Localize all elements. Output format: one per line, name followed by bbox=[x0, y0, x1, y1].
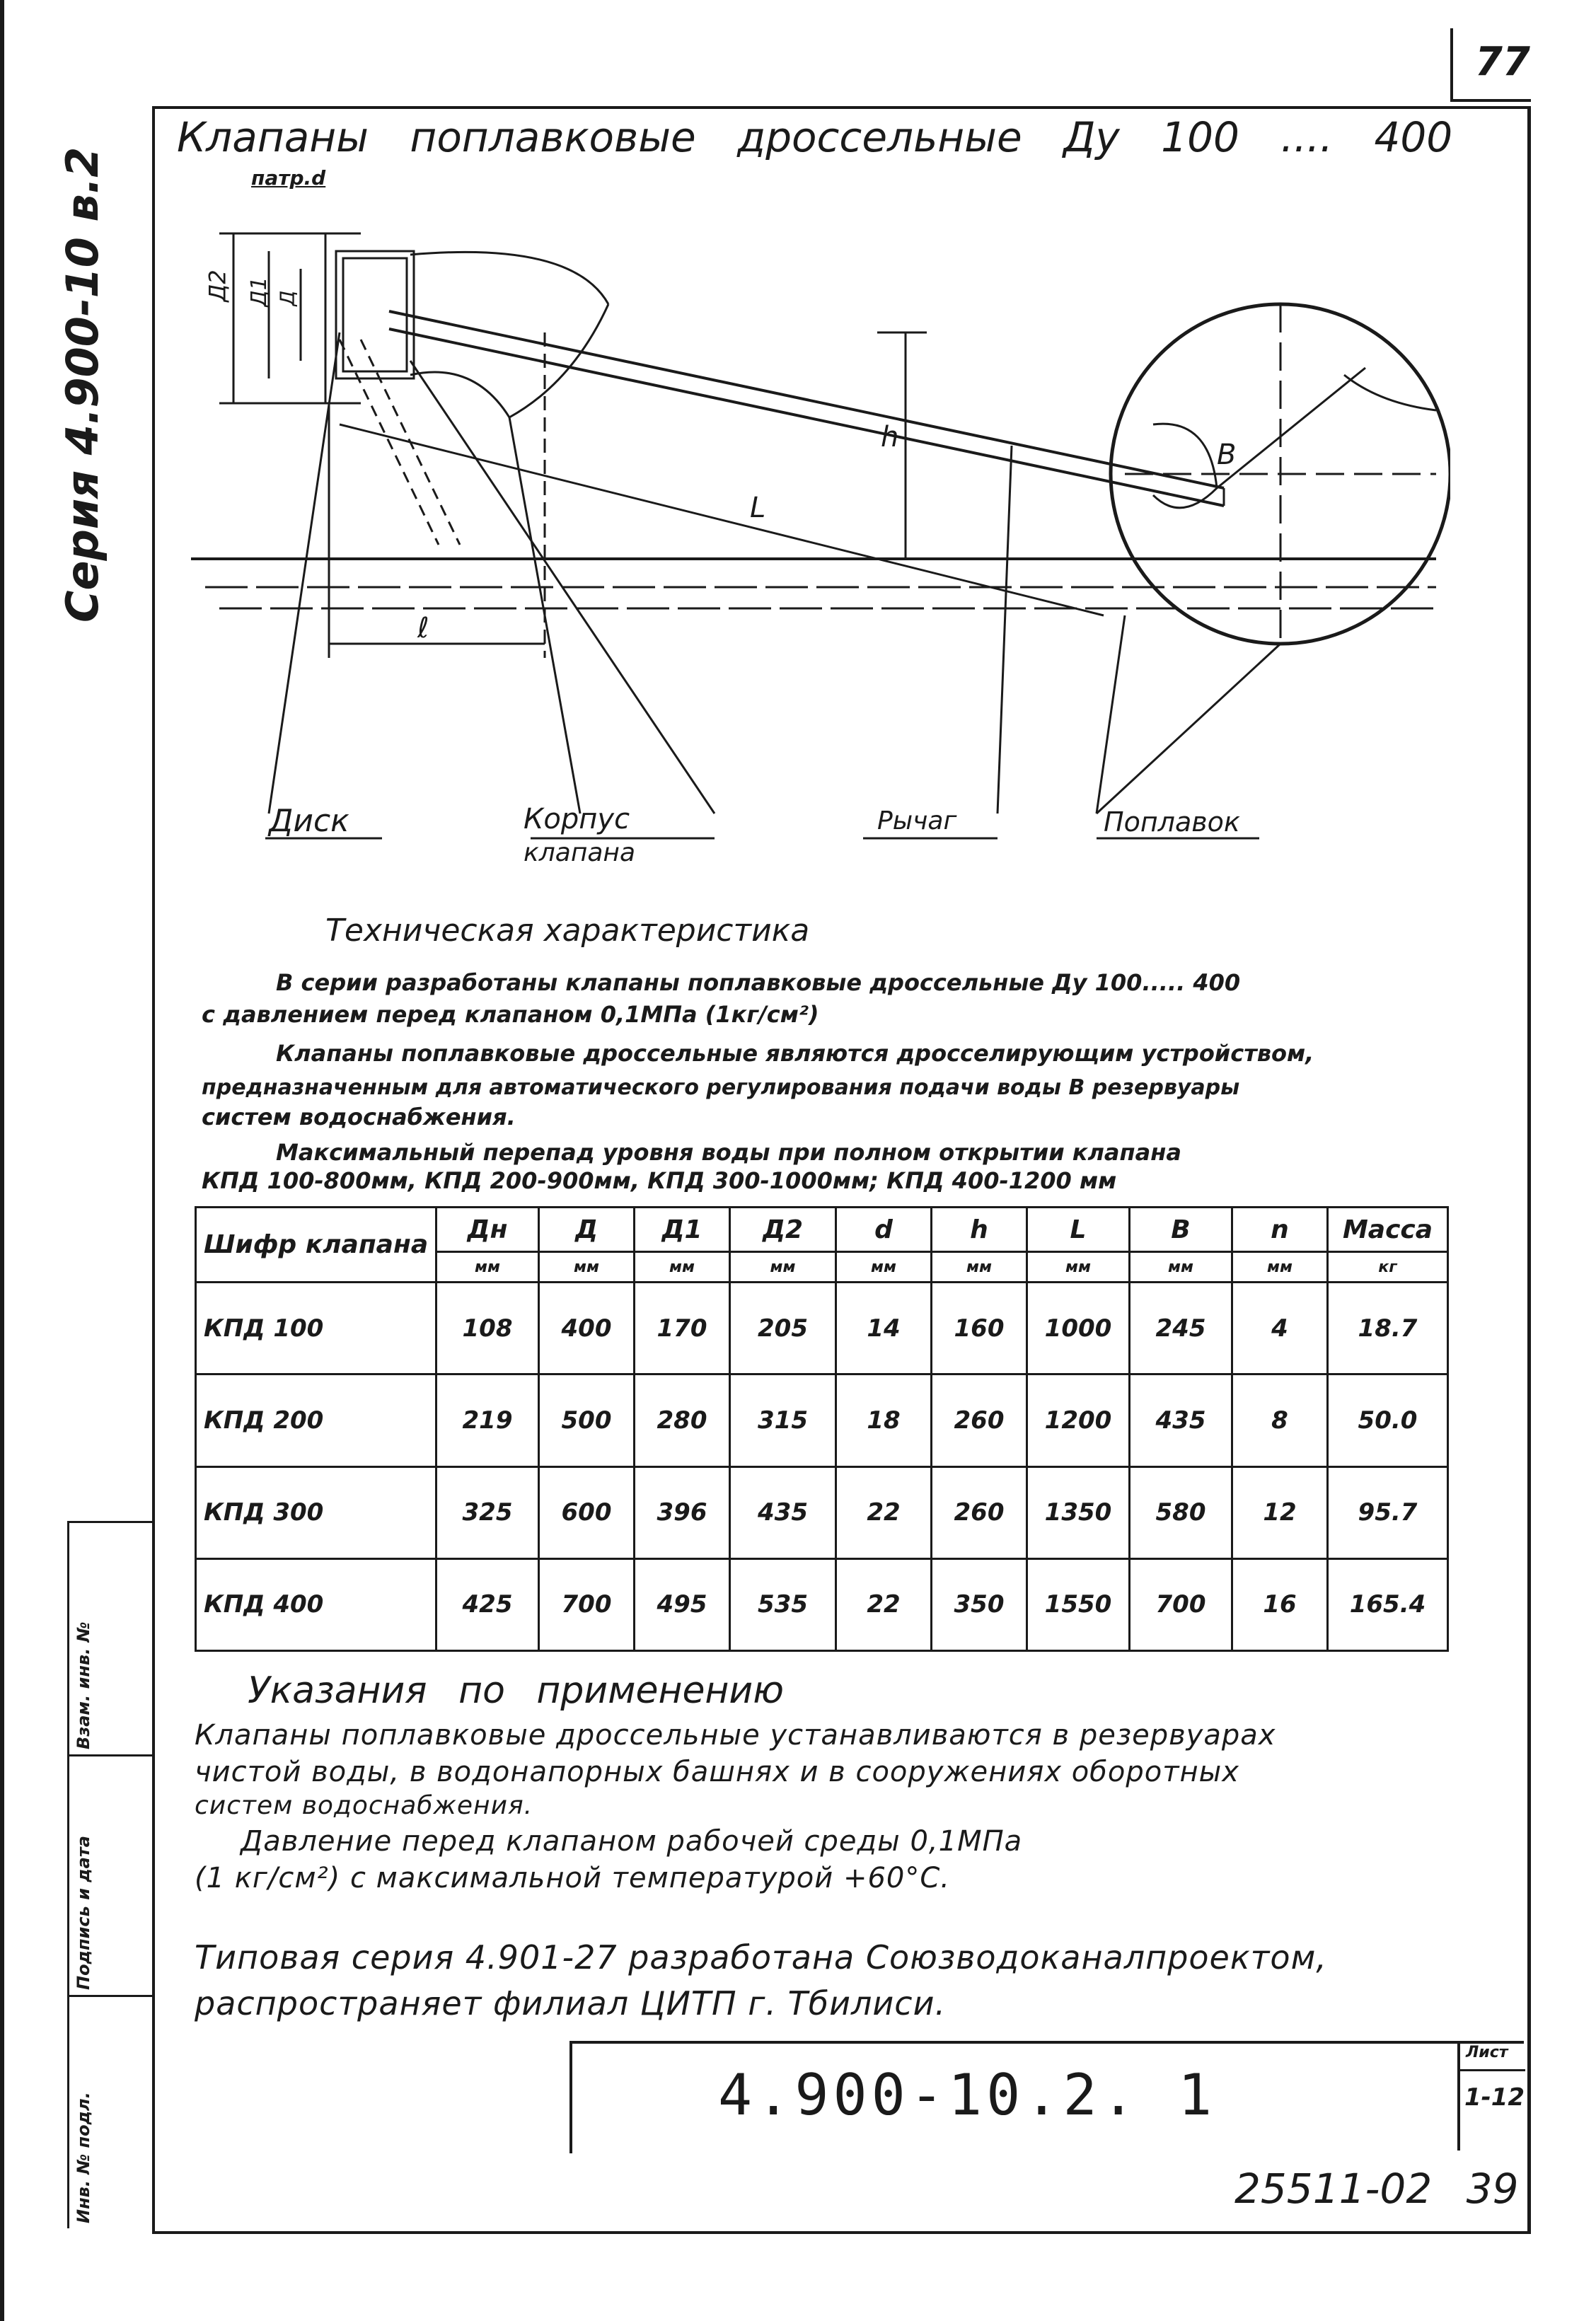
table-row bbox=[196, 1558, 1448, 1650]
header-d-small: d bbox=[836, 1208, 932, 1252]
tech-line-6: Максимальный перепад уровня воды при полном открытии клапана bbox=[276, 1139, 1181, 1166]
notes-heading: Указания по применению bbox=[248, 1669, 784, 1712]
unit-cell: мм bbox=[539, 1252, 635, 1283]
table-cell: 325 bbox=[436, 1466, 539, 1558]
notes-line-2: чистой воды, в водонапорных башнях и в сооружениях оборотных bbox=[195, 1756, 1239, 1788]
table-cell: 280 bbox=[635, 1374, 730, 1466]
table-cell: 1550 bbox=[1027, 1558, 1130, 1650]
table-cell: 1350 bbox=[1027, 1466, 1130, 1558]
unit-cell: мм bbox=[730, 1252, 836, 1283]
typical-line-1: Типовая серия 4.901-27 разработана Союзводоканалпроектом, bbox=[195, 1938, 1327, 1976]
dim-d1: Д1 bbox=[246, 277, 272, 307]
table-cell: 700 bbox=[1130, 1558, 1232, 1650]
label-body-1: Корпус bbox=[524, 803, 630, 835]
label-body-2: клапана bbox=[524, 838, 636, 867]
table-cell: 22 bbox=[836, 1558, 932, 1650]
dim-d: Д bbox=[275, 290, 299, 306]
outer-border-left bbox=[0, 0, 4, 2321]
notes-line-1: Клапаны поплавковые дроссельные устанавливаются в резервуарах bbox=[195, 1719, 1276, 1752]
unit-cell: мм bbox=[1027, 1252, 1130, 1283]
tech-line-5: систем водоснабжения. bbox=[202, 1104, 516, 1130]
table-cell: 535 bbox=[730, 1558, 836, 1650]
table-cell: 1000 bbox=[1027, 1283, 1130, 1374]
table-row bbox=[196, 1374, 1448, 1466]
dim-e: ℓ bbox=[417, 612, 429, 644]
table-cell: 580 bbox=[1130, 1466, 1232, 1558]
header-d2: Д2 bbox=[730, 1208, 836, 1252]
header-dn: Дн bbox=[436, 1208, 539, 1252]
table-cell: 18.7 bbox=[1328, 1283, 1448, 1374]
table-cell: 700 bbox=[539, 1558, 635, 1650]
table-cell: 425 bbox=[436, 1558, 539, 1650]
callout-patr: патр.d bbox=[251, 166, 326, 190]
table-cell: 495 bbox=[635, 1558, 730, 1650]
unit-cell: мм bbox=[1130, 1252, 1232, 1283]
table-cell: 16 bbox=[1232, 1558, 1328, 1650]
unit-cell: мм bbox=[635, 1252, 730, 1283]
sheet-box bbox=[1457, 2041, 1525, 2151]
table-cell: 396 bbox=[635, 1466, 730, 1558]
table-header-row bbox=[196, 1208, 1448, 1252]
side-stamp-column bbox=[67, 1521, 154, 2228]
stamp-cell-signature-label: Подпись и дата bbox=[74, 1836, 93, 1990]
header-code: Шифр клапана bbox=[196, 1208, 436, 1283]
table-cell: 245 bbox=[1130, 1283, 1232, 1374]
table-cell: 400 bbox=[539, 1283, 635, 1374]
tech-heading: Техническая характеристика bbox=[325, 913, 810, 949]
unit-cell: мм bbox=[436, 1252, 539, 1283]
table-cell: 4 bbox=[1232, 1283, 1328, 1374]
label-disk: Диск bbox=[269, 803, 349, 839]
notes-line-3: систем водоснабжения. bbox=[195, 1791, 533, 1820]
table-cell: 1200 bbox=[1027, 1374, 1130, 1466]
series-label bbox=[35, 92, 113, 630]
tech-line-4: предназначенным для автоматического регулирования подачи воды В резервуары bbox=[202, 1075, 1240, 1100]
table-cell: 600 bbox=[539, 1466, 635, 1558]
typical-line-2: распространяет филиал ЦИТП г. Тбилиси. bbox=[195, 1984, 947, 2022]
stamp-cell-replacement-label: Взам. инв. № bbox=[74, 1621, 93, 1749]
table-cell: 350 bbox=[932, 1558, 1027, 1650]
unit-cell: мм bbox=[1232, 1252, 1328, 1283]
unit-cell: мм bbox=[932, 1252, 1027, 1283]
archive-number: 25511-02 39 bbox=[1234, 2165, 1519, 2213]
tech-line-1: В серии разработаны клапаны поплавковые дроссельные Ду 100..... 400 bbox=[276, 969, 1241, 996]
header-mass: Масса bbox=[1328, 1208, 1448, 1252]
dim-d2: Д2 bbox=[204, 270, 231, 302]
tech-line-3: Клапаны поплавковые дроссельные являются дросселирующим устройством, bbox=[276, 1040, 1314, 1067]
series-text: Серия 4.900-10 в.2 bbox=[57, 146, 108, 623]
header-h: h bbox=[932, 1208, 1027, 1252]
table-cell: 14 bbox=[836, 1283, 932, 1374]
stamp-cell-inventory-label: Инв. № подл. bbox=[74, 2092, 93, 2223]
header-l: L bbox=[1027, 1208, 1130, 1252]
table-cell: 260 bbox=[932, 1374, 1027, 1466]
spec-table bbox=[195, 1206, 1449, 1652]
page-number: 77 bbox=[1475, 39, 1530, 85]
table-cell: КПД 100 bbox=[196, 1283, 436, 1374]
label-lever: Рычаг bbox=[877, 806, 957, 835]
header-d1: Д1 bbox=[635, 1208, 730, 1252]
tech-line-2: с давлением перед клапаном 0,1МПа (1кг/см²) bbox=[202, 1001, 819, 1028]
header-d: Д bbox=[539, 1208, 635, 1252]
table-cell: 108 bbox=[436, 1283, 539, 1374]
table-cell: 12 bbox=[1232, 1466, 1328, 1558]
table-cell: 50.0 bbox=[1328, 1374, 1448, 1466]
table-cell: 170 bbox=[635, 1283, 730, 1374]
table-cell: 95.7 bbox=[1328, 1466, 1448, 1558]
document-code: 4.900-10.2. 1 bbox=[718, 2062, 1217, 2128]
sheet-value: 1-12 bbox=[1464, 2083, 1525, 2112]
table-cell: 435 bbox=[730, 1466, 836, 1558]
table-cell: 260 bbox=[932, 1466, 1027, 1558]
table-cell: КПД 300 bbox=[196, 1466, 436, 1558]
unit-cell: кг bbox=[1328, 1252, 1448, 1283]
page-title: Клапаны поплавковые дроссельные Ду 100 .... 400 bbox=[177, 113, 1453, 161]
stamp-cell-inventory bbox=[69, 1995, 154, 2230]
stamp-cell-replacement bbox=[69, 1521, 154, 1756]
header-b: В bbox=[1130, 1208, 1232, 1252]
table-cell: 219 bbox=[436, 1374, 539, 1466]
valve-drawing bbox=[177, 191, 1450, 884]
table-cell: 435 bbox=[1130, 1374, 1232, 1466]
table-cell: 500 bbox=[539, 1374, 635, 1466]
table-cell: 165.4 bbox=[1328, 1558, 1448, 1650]
dim-b: В bbox=[1217, 439, 1237, 471]
table-cell: 18 bbox=[836, 1374, 932, 1466]
table-cell: 22 bbox=[836, 1466, 932, 1558]
notes-line-5: (1 кг/см²) с максимальной температурой +60°С. bbox=[195, 1862, 951, 1894]
dim-l: L bbox=[750, 492, 766, 524]
table-cell: 205 bbox=[730, 1283, 836, 1374]
header-n: n bbox=[1232, 1208, 1328, 1252]
table-cell: КПД 200 bbox=[196, 1374, 436, 1466]
label-float: Поплавок bbox=[1104, 806, 1240, 838]
unit-cell: мм bbox=[836, 1252, 932, 1283]
table-cell: КПД 400 bbox=[196, 1558, 436, 1650]
tech-line-7: КПД 100-800мм, КПД 200-900мм, КПД 300-1000мм; КПД 400-1200 мм bbox=[202, 1167, 1117, 1194]
dim-h: h bbox=[881, 421, 899, 453]
table-row bbox=[196, 1466, 1448, 1558]
stamp-cell-signature bbox=[69, 1754, 154, 1997]
sheet-label: Лист bbox=[1466, 2044, 1508, 2061]
table-row bbox=[196, 1283, 1448, 1374]
table-cell: 160 bbox=[932, 1283, 1027, 1374]
sheet-divider bbox=[1460, 2069, 1525, 2071]
table-cell: 315 bbox=[730, 1374, 836, 1466]
notes-line-4: Давление перед клапаном рабочей среды 0,1МПа bbox=[241, 1825, 1023, 1858]
table-cell: 8 bbox=[1232, 1374, 1328, 1466]
